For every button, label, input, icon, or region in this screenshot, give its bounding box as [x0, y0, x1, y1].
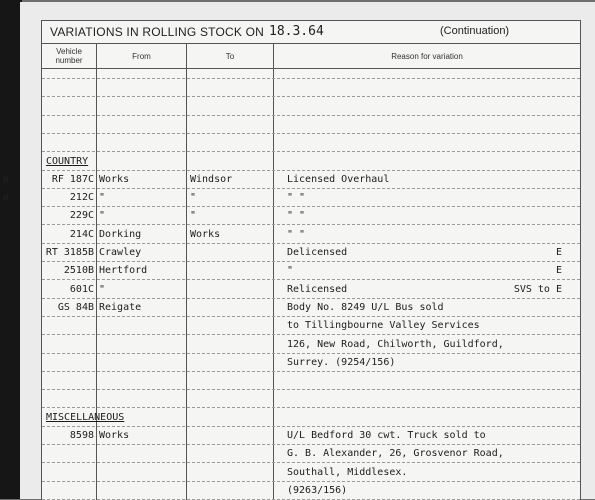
to-cell: Works: [190, 228, 221, 240]
ruled-line: [42, 353, 580, 354]
reason-cell: Surrey. (9254/156): [287, 356, 396, 368]
reason-cell: Licensed Overhaul: [287, 173, 390, 185]
reason-cell: (9263/156): [287, 484, 348, 496]
scan-shadow-strip: [0, 0, 22, 499]
reason-cell: G. B. Alexander, 26, Grosvenor Road,: [287, 448, 504, 460]
ruled-line: [42, 206, 580, 207]
column-divider: [186, 44, 187, 500]
vehicle-number-cell: GS 84B: [57, 301, 94, 313]
column-header-vehicle: Vehicle number: [55, 47, 83, 65]
from-cell: Hertford: [99, 265, 148, 277]
vehicle-number-cell: 229C: [69, 210, 94, 222]
reason-cell: U/L Bedford 30 cwt. Truck sold to: [287, 430, 486, 441]
reason-cell: ": [287, 265, 294, 277]
reason-cell: " ": [287, 210, 306, 222]
reason-cell: Delicensed: [287, 247, 348, 258]
column-divider: [273, 44, 274, 500]
from-cell: Reigate: [99, 301, 142, 313]
ruled-line: [42, 96, 580, 97]
reason-cell: 126, New Road, Chilworth, Guildford,: [287, 338, 504, 350]
to-cell: Windsor: [190, 173, 233, 185]
section-title: COUNTRY: [46, 155, 89, 167]
page-title: VARIATIONS IN ROLLING STOCK ON: [50, 25, 265, 39]
from-cell: Works: [99, 430, 130, 441]
note-cell: E: [555, 265, 562, 277]
ruled-line: [42, 115, 580, 116]
ruled-line: [42, 334, 580, 335]
vehicle-number-cell: RT 3185B: [45, 247, 94, 258]
ruled-line: [42, 407, 580, 408]
row-marker: ø: [3, 192, 10, 204]
ruled-line: [42, 188, 580, 189]
from-cell: ": [99, 192, 106, 204]
ruled-line: [42, 279, 580, 280]
column-header-row: [42, 44, 580, 69]
to-cell: ": [190, 210, 197, 222]
column-divider: [96, 44, 97, 500]
from-cell: Works: [99, 173, 130, 185]
ruled-line: [42, 481, 580, 482]
vehicle-number-cell: 214C: [69, 228, 94, 240]
vehicle-number-cell: 2510B: [63, 265, 94, 277]
ruled-line: [42, 462, 580, 463]
from-cell: Dorking: [99, 228, 142, 240]
ruled-line: [42, 224, 580, 225]
ruled-line: [42, 371, 580, 372]
ruled-line: [42, 170, 580, 171]
vehicle-number-cell: RF 187C: [51, 173, 94, 185]
note-cell: E: [555, 247, 562, 258]
vehicle-number-cell: 212C: [69, 192, 94, 204]
column-header-reason: Reason for variation: [391, 51, 463, 61]
vehicle-number-cell: 601C: [69, 283, 94, 295]
reason-cell: " ": [287, 228, 306, 240]
reason-cell: " ": [287, 192, 306, 204]
ruled-line: [42, 316, 580, 317]
from-cell: Crawley: [99, 247, 142, 258]
ruled-line: [42, 133, 580, 134]
ruled-line: [42, 298, 580, 299]
ruled-line: [42, 426, 580, 427]
row-marker: ø: [3, 173, 10, 185]
from-cell: ": [99, 283, 106, 295]
ruled-line: [42, 261, 580, 262]
ruled-line: [42, 444, 580, 445]
report-date: 18.3.64: [269, 24, 324, 39]
title-row: [42, 21, 580, 44]
rolling-stock-form: [3, 20, 581, 500]
reason-cell: Southall, Middlesex.: [287, 466, 408, 478]
section-title: MISCELLANEOUS: [46, 411, 125, 423]
column-header-from: From: [132, 51, 151, 61]
reason-cell: Relicensed: [287, 283, 348, 295]
ruled-line: [42, 78, 580, 79]
to-cell: ": [190, 192, 197, 204]
ruled-line: [42, 389, 580, 390]
continuation-label: (Continuation): [440, 25, 510, 37]
column-header-to: To: [225, 51, 235, 61]
note-cell: SVS to E: [513, 283, 562, 295]
ruled-line: [42, 151, 580, 152]
reason-cell: Body No. 8249 U/L Bus sold: [287, 301, 444, 313]
from-cell: ": [99, 210, 106, 222]
ruled-line: [42, 243, 580, 244]
vehicle-number-cell: 8598: [69, 430, 94, 441]
reason-cell: to Tillingbourne Valley Services: [287, 320, 480, 332]
